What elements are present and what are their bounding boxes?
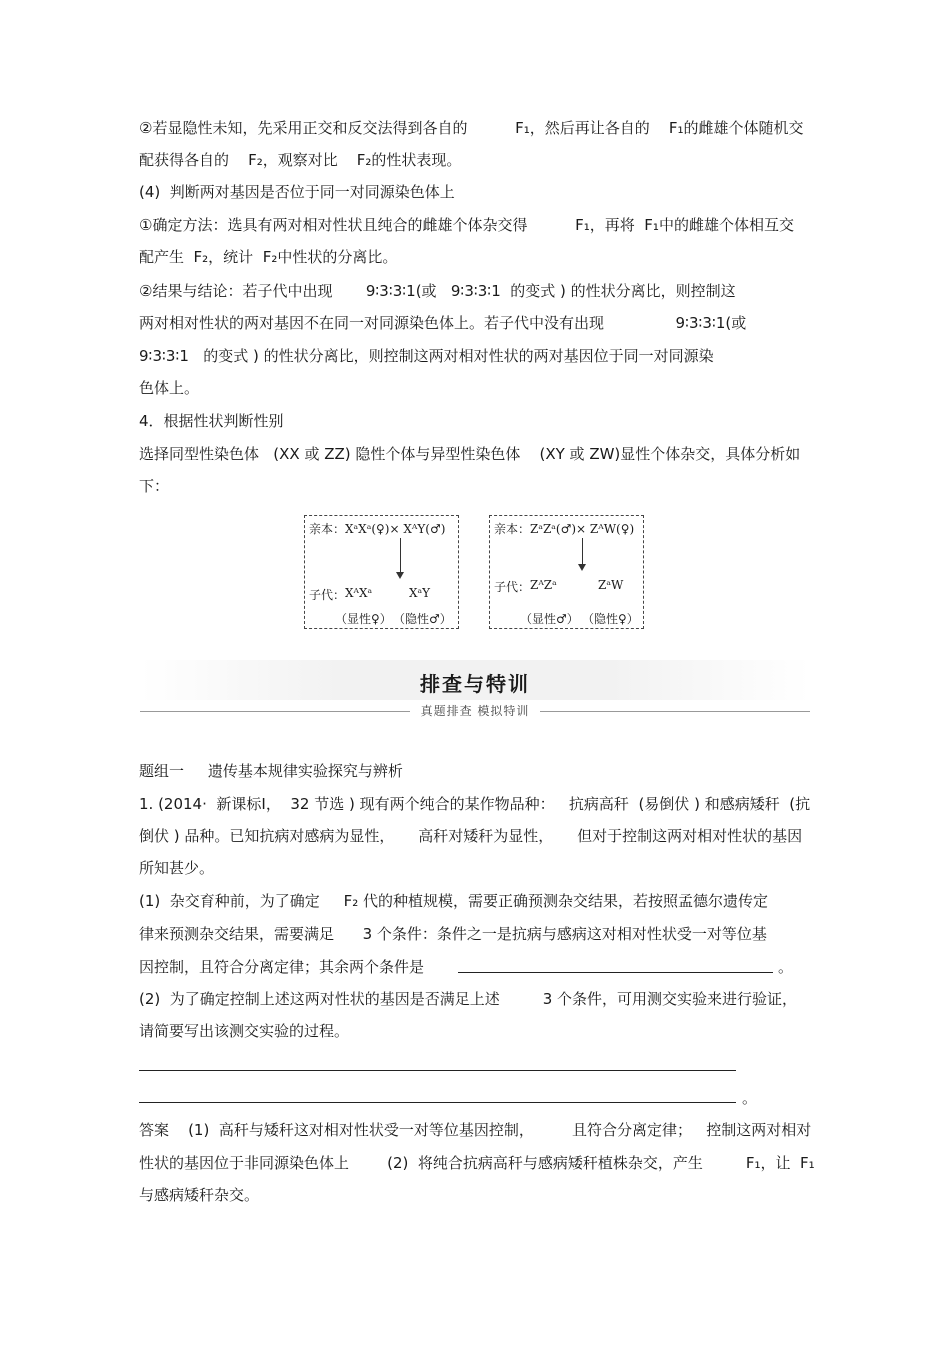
arrowhead-icon [396, 572, 404, 579]
diagram-trait: （隐性♀） [582, 612, 639, 626]
answer-text: 答案 (1) 高秆与矮秆这对相对性状受一对等位基因控制， 且符合分离定律； 控制这两对相对 [139, 1121, 812, 1139]
text-line: (4) 判断两对基因是否位于同一对同源染色体上 [139, 183, 455, 201]
text-line: 9∶3∶3∶1 的变式 ) 的性状分离比，则控制这两对相对性状的两对基因位于同一对同源染 [139, 347, 714, 365]
question-text: 倒伏 ) 品种。已知抗病对感病为显性， 高秆对矮秆为显性， 但对于控制这两对相对性状的基因 [139, 827, 803, 845]
answer-blank[interactable] [458, 972, 773, 973]
text-line: ②若显隐性未知，先采用正交和反交法得到各自的 F₁，然后再让各自的 F₁的雌雄个体随机交 [139, 119, 804, 137]
diagram-offspring-label: 子代： [309, 588, 346, 602]
question-text: (2) 为了确定控制上述这两对性状的基因是否满足上述 3 个条件，可用测交实验来进行验证， [139, 990, 798, 1008]
period: 。 [742, 1089, 758, 1107]
period: 。 [778, 958, 794, 976]
question-text: (1) 杂交育种前，为了确定 F₂ 代的种植规模，需要正确预测杂交结果，若按照孟德尔遗传定 [139, 892, 769, 910]
answer-text: 性状的基因位于非同源染色体上 (2) 将纯合抗病高秆与感病矮秆植株杂交，产生 F₁，让 F₁ [139, 1154, 815, 1172]
diagram-trait: （显性♀） [335, 612, 392, 626]
text-line: 配获得各自的 F₂，观察对比 F₂的性状表现。 [139, 151, 462, 169]
answer-blank[interactable] [139, 1070, 736, 1071]
question-text: 请简要写出该测交实验的过程。 [139, 1022, 350, 1040]
xy-cross-diagram [304, 515, 459, 629]
answer-blank[interactable] [139, 1102, 736, 1103]
diagram-offspring-label: 子代： [494, 580, 531, 594]
heading-4: 4．根据性状判断性别 [139, 412, 284, 430]
question-text: 因控制，且符合分离定律；其余两个条件是 [139, 958, 425, 976]
arrow-icon [400, 538, 401, 572]
diagram-child: ZᴬZᵃ [530, 578, 557, 592]
diagram-trait: （显性♂） [520, 612, 579, 626]
diagram-parents: 亲本：XᵃXᵃ(♀)× XᴬY(♂) [309, 522, 446, 536]
zw-cross-diagram [489, 515, 644, 629]
diagram-child: XᵃY [409, 586, 431, 600]
text-line: 色体上。 [139, 379, 200, 397]
section-subtitle: 真题排查 模拟特训 [420, 704, 530, 718]
question-text: 所知甚少。 [139, 859, 215, 877]
question-text: 律来预测杂交结果，需要满足 3 个条件：条件之一是抗病与感病这对相对性状受一对等位基 [139, 925, 767, 943]
question-group-title: 题组一 遗传基本规律实验探究与辨析 [139, 762, 403, 780]
diagram-child: XᴬXᵃ [345, 586, 373, 600]
text-line: 选择同型性染色体 (XX 或 ZZ) 隐性个体与异型性染色体 (XY 或 ZW)显性个体杂交，具体分析如 [139, 445, 801, 463]
section-title: 排查与特训 [420, 672, 530, 696]
diagram-parents: 亲本：ZᵃZᵃ(♂)× ZᴬW(♀) [494, 522, 635, 536]
text-line: ①确定方法：选具有两对相对性状且纯合的雌雄个体杂交得 F₁，再将 F₁中的雌雄个体相互交 [139, 216, 794, 234]
arrow-icon [582, 538, 583, 564]
text-line: ②结果与结论：若子代中出现 9∶3∶3∶1(或 9∶3∶3∶1 的变式 ) 的性状分离比，则控制这 [139, 282, 736, 300]
text-line: 下： [139, 477, 170, 495]
diagram-trait: （隐性♂） [393, 612, 452, 626]
answer-text: 与感病矮秆杂交。 [139, 1186, 260, 1204]
text-line: 两对相对性状的两对基因不在同一对同源染色体上。若子代中没有出现 9∶3∶3∶1(或 [139, 314, 747, 332]
question-text: 1. (2014· 新课标Ⅰ， 32 节选 ) 现有两个纯合的某作物品种： 抗病高秆 (易倒伏 ) 和感病矮秆 (抗 [139, 795, 811, 813]
arrowhead-icon [578, 564, 586, 571]
text-line: 配产生 F₂，统计 F₂中性状的分离比。 [139, 248, 398, 266]
diagram-child: ZᵃW [598, 578, 624, 592]
